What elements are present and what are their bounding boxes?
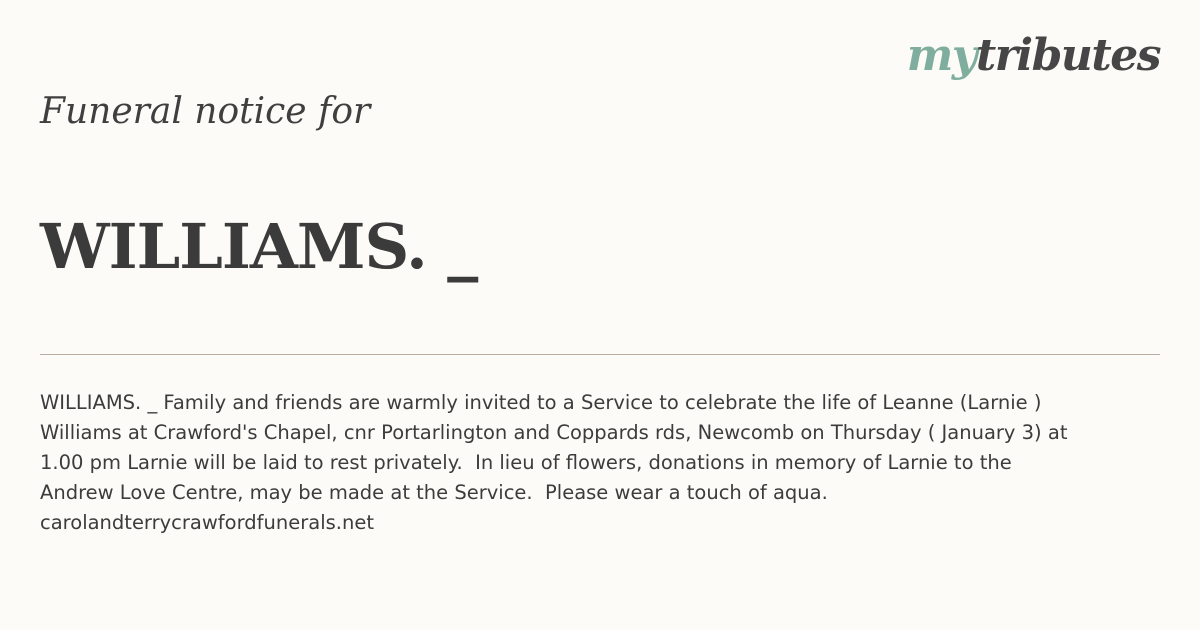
mytributes-logo[interactable] <box>907 30 1160 83</box>
notice-line: 1.00 pm Larnie will be laid to rest privately. In lieu of flowers, donations in memory of Larnie to the <box>40 451 1012 474</box>
deceased-name: WILLIAMS. _ <box>40 210 478 283</box>
notice-website-link[interactable]: carolandterrycrawfordfunerals.net <box>40 511 374 534</box>
notice-line: Williams at Crawford's Chapel, cnr Portarlington and Coppards rds, Newcomb on Thursday ( January 3) at <box>40 421 1068 444</box>
logo-my: my <box>906 30 976 81</box>
notice-kicker: Funeral notice for <box>40 91 371 132</box>
notice-line: Andrew Love Centre, may be made at the Service. Please wear a touch of aqua. <box>40 481 828 504</box>
logo-tributes: tributes <box>975 30 1160 81</box>
notice-line: WILLIAMS. _ Family and friends are warmly invited to a Service to celebrate the life of Leanne (Larnie ) <box>40 391 1042 414</box>
divider <box>40 354 1160 355</box>
notice-body <box>40 388 1120 538</box>
